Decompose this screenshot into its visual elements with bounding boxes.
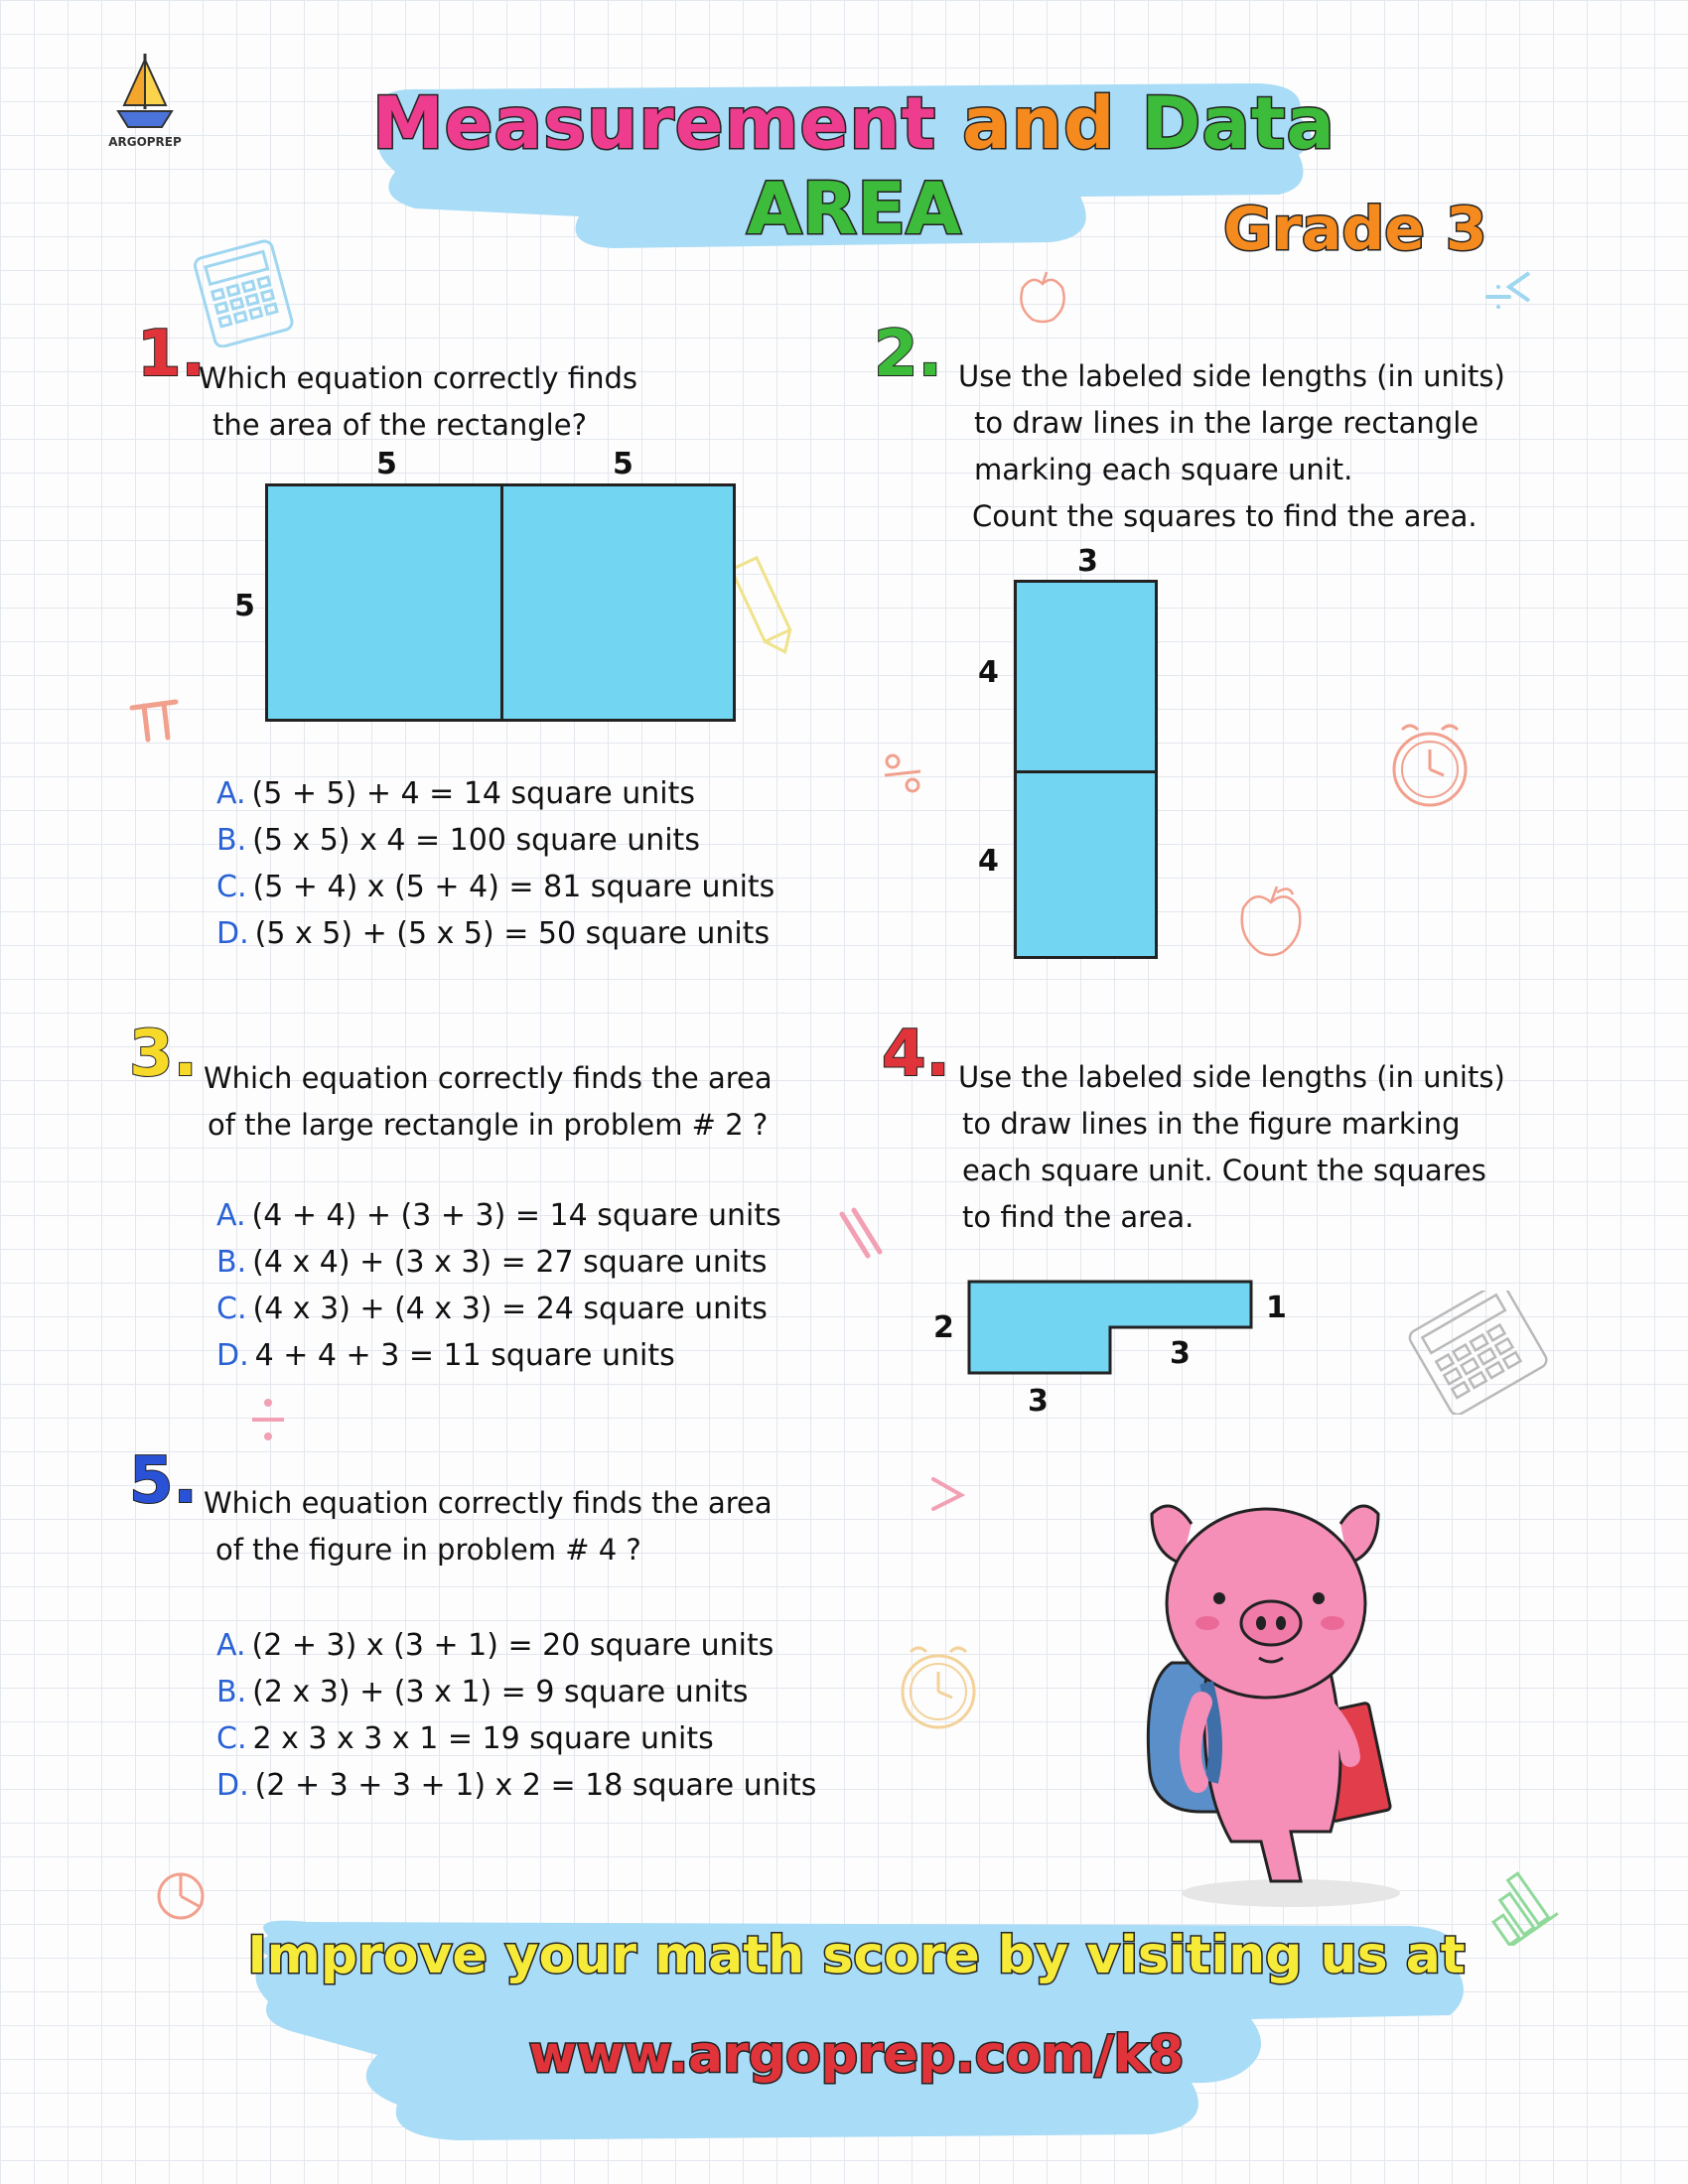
answer-choice[interactable] — [216, 1286, 781, 1332]
percent-icon — [879, 750, 928, 799]
answer-text: (5 + 4) x (5 + 4) = 81 square units — [252, 870, 775, 904]
answer-letter: C. — [216, 1292, 247, 1326]
side-label-top: 3 — [1077, 544, 1098, 579]
question-line: to find the area. — [962, 1200, 1195, 1234]
problem-1-number: 1. — [137, 318, 206, 391]
problem-4-question — [958, 1054, 1505, 1241]
answer-letter: C. — [216, 870, 247, 904]
side-label-top-left: 5 — [376, 447, 397, 481]
alarm-clock-icon — [889, 1628, 988, 1742]
side-label-top-right: 5 — [613, 447, 633, 481]
problem-3-answers — [216, 1192, 781, 1379]
equals-icon — [834, 1206, 884, 1266]
answer-letter: D. — [216, 1338, 249, 1373]
problem-5-number: 5. — [129, 1444, 198, 1518]
page-title — [357, 81, 1350, 165]
pi-icon — [124, 690, 184, 750]
answer-choice[interactable] — [216, 864, 774, 910]
argoprep-logo — [104, 50, 186, 164]
problem-2-number: 2. — [874, 318, 942, 391]
question-line: of the figure in problem # 4 ? — [215, 1533, 641, 1567]
l-shape-figure — [963, 1276, 1261, 1375]
math-symbols-icon — [1479, 263, 1549, 333]
side-label-right: 1 — [1266, 1291, 1287, 1325]
side-label-bottom: 3 — [1028, 1384, 1049, 1419]
question-line: to draw lines in the large rectangle — [974, 406, 1479, 440]
rectangle-divider — [500, 486, 503, 719]
answer-choice[interactable] — [216, 1715, 816, 1762]
answer-letter: B. — [216, 823, 247, 858]
logo-label: ARGOPREP — [108, 135, 182, 149]
side-label-lower: 4 — [978, 844, 999, 879]
side-label-left: 2 — [933, 1310, 954, 1345]
answer-choice[interactable] — [216, 1192, 781, 1239]
answer-text: (4 + 4) + (3 + 3) = 14 square units — [251, 1198, 781, 1233]
answer-letter: D. — [216, 916, 249, 951]
question-line: Use the labeled side lengths (in units) — [958, 359, 1505, 393]
alarm-clock-icon — [1380, 710, 1479, 819]
rectangle-figure — [265, 483, 736, 722]
crayon-icon — [730, 551, 799, 660]
title-word: Measurement — [372, 81, 937, 165]
problem-3-number: 3. — [129, 1018, 198, 1091]
question-line: Use the labeled side lengths (in units) — [958, 1060, 1505, 1094]
question-line: the area of the rectangle? — [212, 408, 587, 442]
side-label-inner: 3 — [1170, 1336, 1191, 1371]
answer-letter: D. — [216, 1768, 249, 1803]
problem-1-answers — [216, 770, 774, 957]
question-line: to draw lines in the figure marking — [962, 1107, 1461, 1141]
tall-rectangle-figure — [1014, 580, 1158, 959]
footer-call-to-action: Improve your math score by visiting us at — [247, 1926, 1466, 1985]
question-line: Which equation correctly finds the area — [204, 1486, 773, 1520]
divide-icon — [248, 1395, 288, 1444]
answer-letter: A. — [216, 1628, 246, 1663]
problem-5-question — [204, 1480, 773, 1573]
side-label-left: 5 — [234, 589, 255, 623]
grade-label: Grade 3 — [1223, 195, 1487, 264]
problem-2-question — [958, 353, 1505, 540]
sailboat-icon — [104, 50, 186, 135]
problem-5-answers — [216, 1622, 816, 1809]
greater-than-icon — [923, 1469, 973, 1519]
answer-text: (5 x 5) + (5 x 5) = 50 square units — [254, 916, 771, 951]
answer-text: 2 x 3 x 3 x 1 = 19 square units — [252, 1721, 714, 1756]
answer-text: (2 x 3) + (3 x 1) = 9 square units — [252, 1675, 749, 1709]
question-line: Which equation correctly finds — [199, 361, 637, 395]
title-word: and — [962, 81, 1116, 165]
question-line: each square unit. Count the squares — [962, 1154, 1486, 1187]
answer-text: 4 + 4 + 3 = 11 square units — [254, 1338, 675, 1373]
answer-text: (2 + 3 + 3 + 1) x 2 = 18 square units — [254, 1768, 817, 1803]
problem-4-number: 4. — [882, 1018, 950, 1091]
answer-choice[interactable] — [216, 1622, 816, 1669]
answer-text: (4 x 3) + (4 x 3) = 24 square units — [252, 1292, 768, 1326]
answer-choice[interactable] — [216, 1239, 781, 1286]
question-line: of the large rectangle in problem # 2 ? — [208, 1108, 769, 1142]
answer-text: (2 + 3) x (3 + 1) = 20 square units — [251, 1628, 774, 1663]
answer-letter: C. — [216, 1721, 247, 1756]
answer-letter: A. — [216, 1198, 246, 1233]
answer-letter: B. — [216, 1675, 247, 1709]
question-line: marking each square unit. — [974, 453, 1353, 486]
bar-chart-icon — [1475, 1866, 1559, 1946]
question-line: Count the squares to find the area. — [972, 499, 1477, 533]
answer-choice[interactable] — [216, 1669, 816, 1715]
answer-letter: A. — [216, 776, 246, 811]
pie-chart-icon — [149, 1866, 213, 1926]
answer-letter: B. — [216, 1245, 247, 1280]
answer-choice[interactable] — [216, 1762, 816, 1809]
answer-choice[interactable] — [216, 910, 774, 957]
answer-choice[interactable] — [216, 817, 774, 864]
problem-1-question — [199, 355, 637, 449]
footer-url-link[interactable]: www.argoprep.com/k8 — [528, 2025, 1185, 2085]
question-line: Which equation correctly finds the area — [204, 1061, 773, 1095]
answer-text: (4 x 4) + (3 x 3) = 27 square units — [252, 1245, 768, 1280]
apple-icon — [1231, 879, 1311, 963]
answer-text: (5 x 5) x 4 = 100 square units — [252, 823, 700, 858]
answer-text: (5 + 5) + 4 = 14 square units — [251, 776, 696, 811]
side-label-upper: 4 — [978, 655, 999, 690]
calculator-icon — [1395, 1291, 1559, 1415]
answer-choice[interactable] — [216, 770, 774, 817]
answer-choice[interactable] — [216, 1332, 781, 1379]
rectangle-divider — [1017, 770, 1155, 773]
apple-icon — [1013, 268, 1072, 328]
title-word: Data — [1141, 81, 1336, 165]
page-subtitle: AREA — [746, 167, 962, 250]
pig-mascot-illustration — [1112, 1484, 1420, 1911]
problem-3-question — [204, 1055, 773, 1149]
